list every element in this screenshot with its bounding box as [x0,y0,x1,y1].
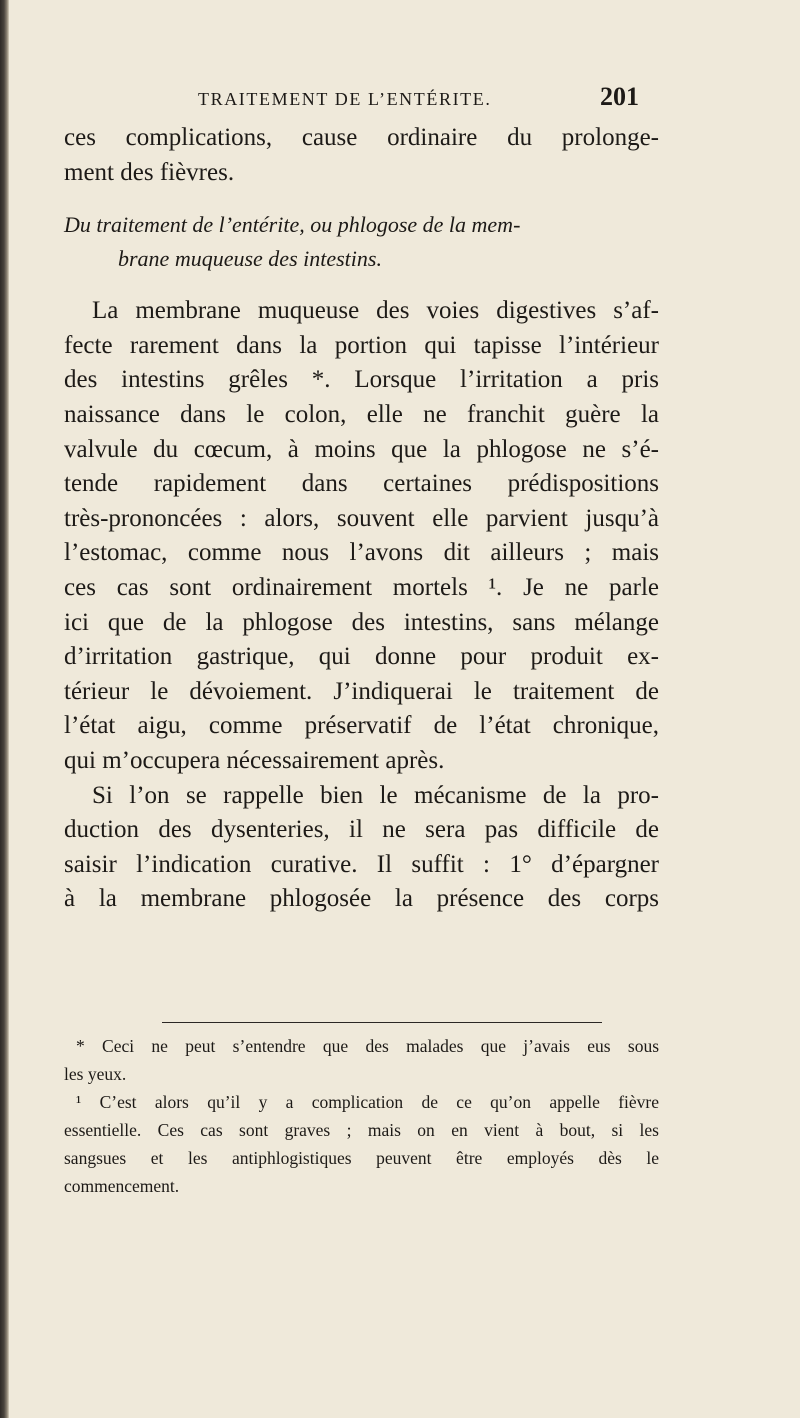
paragraph-line: l’état aigu, comme préservatif de l’état chronique, [64,712,659,740]
page-binding-edge [0,0,9,1418]
section-heading-line: Du traitement de l’entérite, ou phlogose de la mem- [64,212,521,238]
section-heading-line: brane muqueuse des intestins. [118,246,382,272]
footnote-line: * Ceci ne peut s’entendre que des malades que j’avais eus sous [76,1036,659,1056]
paragraph-line: des intestins grêles *. Lorsque l’irritation a pris [64,366,659,394]
paragraph-line: tende rapidement dans certaines prédispositions [64,470,659,498]
page-number: 201 [600,82,639,111]
footnote-line: essentielle. Ces cas sont graves ; mais on en vient à bout, si les [64,1120,659,1140]
paragraph-line: La membrane muqueuse des voies digestives s’af- [92,297,659,325]
paragraph-line: d’irritation gastrique, qui donne pour produit ex- [64,643,659,671]
paragraph-line: fecte rarement dans la portion qui tapisse l’intérieur [64,331,659,359]
paragraph-line: valvule du cœcum, à moins que la phlogose ne s’é- [64,435,659,463]
body-text [64,121,659,917]
text-line: ment des fièvres. [64,158,235,186]
paragraph-line: ici que de la phlogose des intestins, sans mélange [64,608,659,636]
footnote-divider [162,1022,602,1023]
footnote-line: les yeux. [64,1064,127,1084]
footnote-line: sangsues et les antiphlogistiques peuvent être employés dès le [64,1148,659,1168]
paragraph-line: duction des dysenteries, il ne sera pas difficile de [64,816,659,844]
paragraph-line: Si l’on se rappelle bien le mécanisme de la pro- [92,781,659,809]
paragraph-line: naissance dans le colon, elle ne franchit guère la [64,400,659,428]
paragraph-line: ces cas sont ordinairement mortels ¹. Je ne parle [64,573,659,601]
running-head: TRAITEMENT DE L’ENTÉRITE. [198,89,492,109]
footnote-line: commencement. [64,1176,180,1196]
paragraph-line: l’estomac, comme nous l’avons dit ailleurs ; mais [64,539,659,567]
footnotes [64,1032,659,1200]
text-line: ces complications, cause ordinaire du prolonge- [64,124,659,151]
paragraph-line: térieur le dévoiement. J’indiquerai le traitement de [64,677,659,705]
paragraph-line: très-prononcées : alors, souvent elle parvient jusqu’à [64,504,659,532]
paragraph-line: qui m’occupera nécessairement après. [64,746,445,774]
page-header [0,84,800,112]
footnote-line: ¹ C’est alors qu’il y a complication de ce qu’on appelle fièvre [76,1092,659,1112]
paragraph-line: à la membrane phlogosée la présence des corps [64,885,659,913]
paragraph-line: saisir l’indication curative. Il suffit : 1° d’épargner [64,850,659,878]
